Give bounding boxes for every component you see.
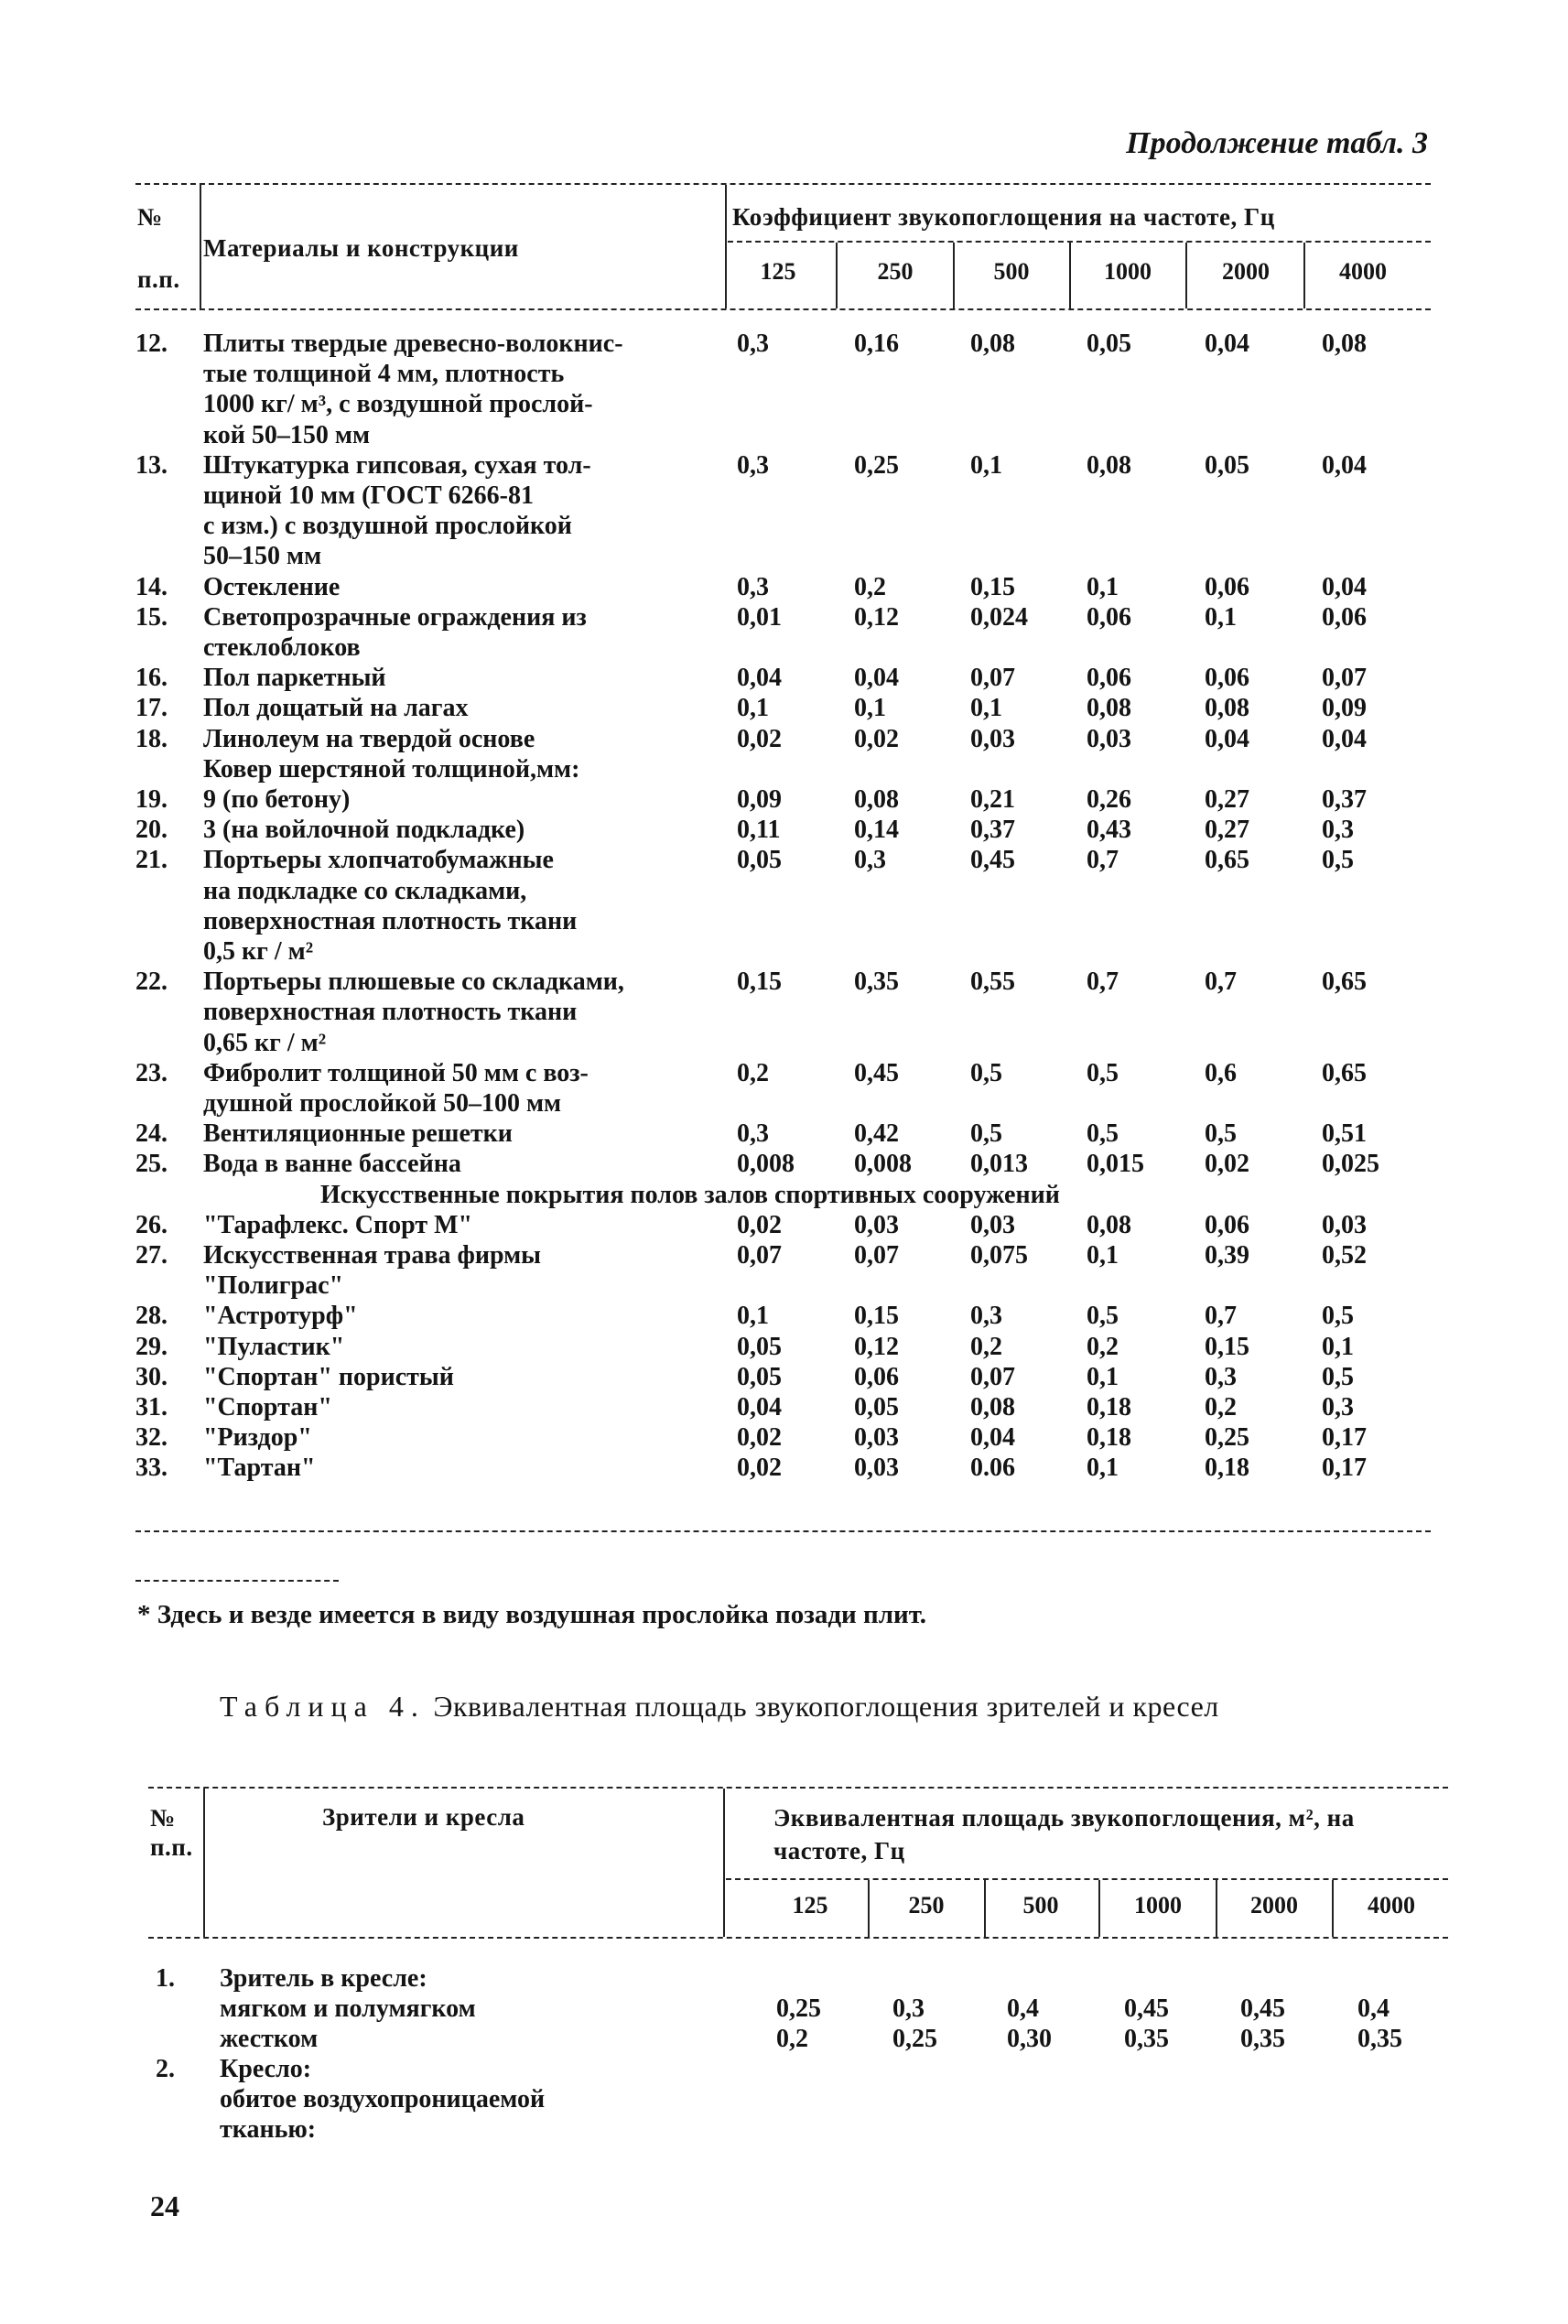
coefficient-cell: 0,09 bbox=[737, 785, 782, 814]
viewer-text: Кресло: bbox=[220, 2055, 312, 2083]
area-cell: 0,45 bbox=[1240, 1994, 1285, 2023]
coefficient-cell: 0,3 bbox=[1205, 1362, 1237, 1391]
coefficient-cell: 0,18 bbox=[1087, 1393, 1131, 1421]
material-text-line: кой 50–150 мм bbox=[203, 420, 371, 449]
coefficient-cell: 0,07 bbox=[1322, 664, 1367, 693]
coefficient-header: Коэффициент звукопоглощения на частоте, Гц bbox=[732, 203, 1275, 231]
coefficient-cell: 0,1 bbox=[1322, 1332, 1354, 1361]
coefficient-cell: 0,03 bbox=[1322, 1210, 1367, 1239]
coefficient-cell: 0,1 bbox=[737, 694, 769, 723]
coefficient-cell: 0,55 bbox=[970, 967, 1015, 997]
material-text-line: "Тартан" bbox=[203, 1454, 316, 1483]
coefficient-cell: 0,7 bbox=[1087, 846, 1119, 875]
coefficient-cell: 0,27 bbox=[1205, 785, 1249, 814]
coefficient-cell: 0,12 bbox=[854, 602, 899, 632]
coefficient-cell: 0,08 bbox=[1205, 694, 1249, 723]
coefficient-cell: 0,07 bbox=[970, 664, 1015, 693]
material-text-line: на подкладке со складками, bbox=[203, 876, 527, 905]
row-number: 33. bbox=[135, 1454, 168, 1483]
table4-title-text: Эквивалентная площадь звукопоглощения зрителей и кресел bbox=[433, 1690, 1219, 1723]
frequency-header: 1000 bbox=[1134, 1892, 1182, 1919]
frequency-header: 4000 bbox=[1368, 1892, 1415, 1919]
coefficient-cell: 0,7 bbox=[1087, 967, 1119, 997]
coefficient-cell: 0,26 bbox=[1087, 785, 1131, 814]
coefficient-cell: 0,3 bbox=[737, 572, 769, 601]
viewer-text: тканью: bbox=[220, 2115, 317, 2144]
coefficient-cell: 0,1 bbox=[1087, 1454, 1119, 1483]
coefficient-cell: 0,04 bbox=[1322, 572, 1367, 601]
row-number: 16. bbox=[135, 664, 168, 693]
material-text-line: Плиты твердые древесно-волокнис- bbox=[203, 330, 623, 358]
coefficient-cell: 0,06 bbox=[1205, 664, 1249, 693]
coefficient-cell: 0,17 bbox=[1322, 1454, 1367, 1483]
area-cell: 0,3 bbox=[892, 1994, 925, 2023]
coefficient-cell: 0,04 bbox=[737, 1393, 782, 1421]
coefficient-cell: 0,25 bbox=[1205, 1423, 1249, 1453]
material-text-line: тые толщиной 4 мм, плотность bbox=[203, 360, 565, 389]
coefficient-cell: 0,37 bbox=[970, 816, 1015, 845]
coefficient-cell: 0,008 bbox=[854, 1150, 912, 1179]
coefficient-cell: 0,16 bbox=[854, 330, 899, 358]
area-cell: 0,4 bbox=[1357, 1994, 1390, 2023]
coefficient-cell: 0,45 bbox=[970, 846, 1015, 875]
row-number: 12. bbox=[135, 330, 168, 358]
area-cell: 0,4 bbox=[1007, 1994, 1039, 2023]
coefficient-cell: 0,04 bbox=[1322, 724, 1367, 753]
coefficient-cell: 0,02 bbox=[737, 724, 782, 753]
coefficient-cell: 0,2 bbox=[1087, 1332, 1119, 1361]
coefficient-cell: 0,04 bbox=[737, 664, 782, 693]
frequency-divider bbox=[1069, 243, 1071, 308]
area-cell: 0,25 bbox=[776, 1994, 821, 2023]
viewer-text: жестком bbox=[220, 2025, 319, 2053]
row-number: 25. bbox=[135, 1150, 168, 1179]
coefficient-cell: 0,65 bbox=[1322, 967, 1367, 997]
coefficient-cell: 0,51 bbox=[1322, 1119, 1367, 1149]
frequency-header: 500 bbox=[1022, 1892, 1059, 1919]
frequency-divider bbox=[836, 243, 838, 308]
table-caption: Продолжение табл. 3 bbox=[1126, 126, 1428, 160]
coefficient-cell: 0,03 bbox=[854, 1210, 899, 1239]
coefficient-cell: 0,35 bbox=[854, 967, 899, 997]
coefficient-cell: 0,2 bbox=[737, 1058, 769, 1087]
material-text-line: поверхностная плотность ткани bbox=[203, 998, 578, 1027]
t4-viewer-header: Зрители и кресла bbox=[322, 1803, 525, 1831]
coefficient-cell: 0,06 bbox=[854, 1362, 899, 1391]
table3-divider bbox=[200, 185, 201, 308]
coefficient-cell: 0.06 bbox=[970, 1454, 1015, 1483]
row-number: 18. bbox=[135, 724, 168, 753]
table4-title bbox=[220, 1690, 1219, 1724]
coefficient-cell: 0,15 bbox=[854, 1302, 899, 1331]
coefficient-cell: 0,42 bbox=[854, 1119, 899, 1149]
material-text-line: Портьеры хлопчатобумажные bbox=[203, 846, 554, 875]
coefficient-cell: 0,02 bbox=[737, 1423, 782, 1453]
material-text-line: 50–150 мм bbox=[203, 542, 322, 571]
area-cell: 0,25 bbox=[892, 2025, 937, 2053]
coefficient-cell: 0,15 bbox=[1205, 1332, 1249, 1361]
table4-top-rule bbox=[148, 1787, 1448, 1789]
coefficient-cell: 0,7 bbox=[1205, 967, 1237, 997]
coefficient-cell: 0,2 bbox=[970, 1332, 1002, 1361]
material-text-line: Искусственная трава фирмы bbox=[203, 1241, 542, 1270]
coefficient-cell: 0,65 bbox=[1205, 846, 1249, 875]
coefficient-cell: 0,1 bbox=[1205, 602, 1237, 632]
num-header-bottom: п.п. bbox=[137, 265, 180, 293]
table3-bottom-rule bbox=[135, 1530, 1431, 1532]
coefficient-cell: 0,07 bbox=[737, 1241, 782, 1270]
coefficient-cell: 0,03 bbox=[1087, 724, 1131, 753]
coefficient-cell: 0,27 bbox=[1205, 816, 1249, 845]
coefficient-cell: 0,04 bbox=[1205, 330, 1249, 358]
coefficient-cell: 0,45 bbox=[854, 1058, 899, 1087]
material-text-line: Светопрозрачные ограждения из bbox=[203, 602, 587, 632]
coefficient-cell: 0,06 bbox=[1322, 602, 1367, 632]
table4-header-bottom bbox=[148, 1937, 1448, 1939]
coefficient-cell: 0,06 bbox=[1205, 1210, 1249, 1239]
frequency-header: 125 bbox=[792, 1892, 828, 1919]
material-text-line: Линолеум на твердой основе bbox=[203, 724, 535, 753]
table3-header-bottom bbox=[135, 308, 1431, 310]
coefficient-cell: 0,008 bbox=[737, 1150, 795, 1179]
coefficient-cell: 0,06 bbox=[1087, 602, 1131, 632]
table4-title-label: Таблица 4. bbox=[220, 1690, 426, 1723]
coefficient-cell: 0,013 bbox=[970, 1150, 1028, 1179]
row-number: 23. bbox=[135, 1058, 168, 1087]
coefficient-cell: 0,17 bbox=[1322, 1423, 1367, 1453]
coefficient-cell: 0,05 bbox=[737, 1332, 782, 1361]
coefficient-cell: 0,04 bbox=[854, 664, 899, 693]
row-number: 1. bbox=[156, 1964, 175, 1993]
material-text-line: "Спортан" bbox=[203, 1393, 332, 1421]
coefficient-cell: 0,05 bbox=[854, 1393, 899, 1421]
coefficient-cell: 0,5 bbox=[1087, 1302, 1119, 1331]
coefficient-cell: 0,21 bbox=[970, 785, 1015, 814]
coefficient-cell: 0,03 bbox=[854, 1423, 899, 1453]
coefficient-cell: 0,18 bbox=[1087, 1423, 1131, 1453]
viewer-text: Зритель в кресле: bbox=[220, 1964, 427, 1993]
frequency-header: 2000 bbox=[1250, 1892, 1298, 1919]
coefficient-cell: 0,01 bbox=[737, 602, 782, 632]
coefficient-cell: 0,5 bbox=[1087, 1058, 1119, 1087]
material-text-line: 3 (на войлочной подкладке) bbox=[203, 816, 525, 845]
row-number: 15. bbox=[135, 602, 168, 632]
area-cell: 0,45 bbox=[1124, 1994, 1169, 2023]
row-number: 30. bbox=[135, 1362, 168, 1391]
frequency-header: 2000 bbox=[1222, 258, 1270, 285]
coefficient-cell: 0,02 bbox=[854, 724, 899, 753]
coefficient-cell: 0,2 bbox=[854, 572, 886, 601]
section-heading: Искусственные покрытия полов залов спортивных сооружений bbox=[320, 1180, 1060, 1209]
coefficient-cell: 0,11 bbox=[737, 816, 781, 845]
material-text-line: Пол дощатый на лагах bbox=[203, 694, 469, 723]
coefficient-cell: 0,04 bbox=[1322, 450, 1367, 480]
coefficient-cell: 0,02 bbox=[737, 1210, 782, 1239]
coefficient-cell: 0,3 bbox=[854, 846, 886, 875]
coefficient-cell: 0,06 bbox=[1205, 572, 1249, 601]
coefficient-cell: 0,5 bbox=[1322, 1362, 1354, 1391]
coefficient-cell: 0,1 bbox=[1087, 572, 1119, 601]
coefficient-cell: 0,5 bbox=[1322, 846, 1354, 875]
coefficient-cell: 0,03 bbox=[854, 1454, 899, 1483]
coefficient-cell: 0,05 bbox=[737, 846, 782, 875]
coefficient-cell: 0,5 bbox=[1322, 1302, 1354, 1331]
coefficient-cell: 0,08 bbox=[1087, 1210, 1131, 1239]
footnote: * Здесь и везде имеется в виду воздушная прослойка позади плит. bbox=[137, 1600, 927, 1629]
coefficient-cell: 0,6 bbox=[1205, 1058, 1237, 1087]
coefficient-cell: 0,52 bbox=[1322, 1241, 1367, 1270]
coefficient-cell: 0,3 bbox=[737, 450, 769, 480]
frequency-divider bbox=[1303, 243, 1305, 308]
material-text-line: "Пуластик" bbox=[203, 1332, 345, 1361]
viewer-text: мягком и полумягком bbox=[220, 1994, 476, 2023]
material-text-line: Портьеры плюшевые со складками, bbox=[203, 967, 624, 997]
row-number: 27. bbox=[135, 1241, 168, 1270]
row-number: 26. bbox=[135, 1210, 168, 1239]
row-number: 22. bbox=[135, 967, 168, 997]
coefficient-cell: 0,43 bbox=[1087, 816, 1131, 845]
material-text-line: "Спортан" пористый bbox=[203, 1362, 454, 1391]
row-number: 17. bbox=[135, 694, 168, 723]
material-text-line: 0,5 кг / м² bbox=[203, 937, 314, 966]
area-cell: 0,35 bbox=[1240, 2025, 1285, 2053]
material-text-line: "Риздор" bbox=[203, 1423, 312, 1453]
frequency-header: 250 bbox=[908, 1892, 945, 1919]
frequency-divider bbox=[1216, 1880, 1217, 1937]
coefficient-cell: 0,05 bbox=[737, 1362, 782, 1391]
frequency-header: 1000 bbox=[1104, 258, 1152, 285]
coefficient-cell: 0,15 bbox=[970, 572, 1015, 601]
frequency-header: 250 bbox=[877, 258, 914, 285]
material-text-line: Штукатурка гипсовая, сухая тол- bbox=[203, 450, 591, 480]
material-text-line: Остекление bbox=[203, 572, 341, 601]
table4-header-split bbox=[726, 1878, 1448, 1880]
coefficient-cell: 0,1 bbox=[737, 1302, 769, 1331]
coefficient-cell: 0,03 bbox=[970, 724, 1015, 753]
coefficient-cell: 0,08 bbox=[1087, 694, 1131, 723]
coefficient-cell: 0,3 bbox=[970, 1302, 1002, 1331]
area-cell: 0,35 bbox=[1124, 2025, 1169, 2053]
coefficient-cell: 0,5 bbox=[970, 1058, 1002, 1087]
coefficient-cell: 0,7 bbox=[1205, 1302, 1237, 1331]
material-text-line: "Тарафлекс. Спорт М" bbox=[203, 1210, 473, 1239]
coefficient-cell: 0,04 bbox=[1205, 724, 1249, 753]
coefficient-cell: 0,1 bbox=[970, 694, 1002, 723]
coefficient-cell: 0,1 bbox=[1087, 1241, 1119, 1270]
row-number: 29. bbox=[135, 1332, 168, 1361]
coefficient-cell: 0,03 bbox=[970, 1210, 1015, 1239]
coefficient-cell: 0,015 bbox=[1087, 1150, 1144, 1179]
material-text-line: Вентиляционные решетки bbox=[203, 1119, 513, 1149]
coefficient-cell: 0,09 bbox=[1322, 694, 1367, 723]
row-number: 31. bbox=[135, 1393, 168, 1421]
material-text-line: стеклоблоков bbox=[203, 633, 361, 662]
coefficient-cell: 0,08 bbox=[970, 1393, 1015, 1421]
coefficient-cell: 0,3 bbox=[737, 330, 769, 358]
page-number: 24 bbox=[150, 2189, 179, 2222]
coefficient-cell: 0,1 bbox=[970, 450, 1002, 480]
table4-divider bbox=[203, 1789, 205, 1937]
area-cell: 0,2 bbox=[776, 2025, 808, 2053]
material-text-line: поверхностная плотность ткани bbox=[203, 906, 578, 935]
row-number: 28. bbox=[135, 1302, 168, 1331]
material-text-line: "Полиграс" bbox=[203, 1271, 344, 1301]
coefficient-cell: 0,2 bbox=[1205, 1393, 1237, 1421]
material-text-line: "Астротурф" bbox=[203, 1302, 358, 1331]
coefficient-cell: 0,3 bbox=[737, 1119, 769, 1149]
frequency-header: 4000 bbox=[1339, 258, 1387, 285]
row-number: 32. bbox=[135, 1423, 168, 1453]
coefficient-cell: 0,05 bbox=[1087, 330, 1131, 358]
coefficient-cell: 0,07 bbox=[970, 1362, 1015, 1391]
material-text-line: Ковер шерстяной толщиной,мм: bbox=[203, 754, 580, 784]
coefficient-cell: 0,5 bbox=[1087, 1119, 1119, 1149]
frequency-divider bbox=[1185, 243, 1187, 308]
coefficient-cell: 0,06 bbox=[1087, 664, 1131, 693]
coefficient-cell: 0,02 bbox=[737, 1454, 782, 1483]
area-cell: 0,35 bbox=[1357, 2025, 1402, 2053]
coefficient-cell: 0,14 bbox=[854, 816, 899, 845]
footnote-rule bbox=[135, 1580, 339, 1582]
frequency-header: 500 bbox=[993, 258, 1030, 285]
coefficient-cell: 0,15 bbox=[737, 967, 782, 997]
material-text-line: Фибролит толщиной 50 мм с воз- bbox=[203, 1058, 589, 1087]
coefficient-cell: 0,25 bbox=[854, 450, 899, 480]
material-text-line: 9 (по бетону) bbox=[203, 785, 351, 814]
coefficient-cell: 0,18 bbox=[1205, 1454, 1249, 1483]
coefficient-cell: 0,12 bbox=[854, 1332, 899, 1361]
coefficient-cell: 0,04 bbox=[970, 1423, 1015, 1453]
row-number: 24. bbox=[135, 1119, 168, 1149]
viewer-text: обитое воздухопроницаемой bbox=[220, 2085, 546, 2113]
num-header-top: № bbox=[137, 203, 163, 231]
coefficient-cell: 0,1 bbox=[854, 694, 886, 723]
frequency-header: 125 bbox=[760, 258, 796, 285]
coefficient-cell: 0,075 bbox=[970, 1241, 1028, 1270]
t4-num-header: № п.п. bbox=[150, 1804, 193, 1861]
coefficient-cell: 0,024 bbox=[970, 602, 1028, 632]
coefficient-cell: 0,5 bbox=[1205, 1119, 1237, 1149]
material-text-line: Вода в ванне бассейна bbox=[203, 1150, 461, 1179]
t4-area-header: Эквивалентная площадь звукопоглощения, м², на частоте, Гц bbox=[773, 1804, 1355, 1865]
frequency-divider bbox=[984, 1880, 986, 1937]
coefficient-cell: 0,025 bbox=[1322, 1150, 1379, 1179]
row-number: 2. bbox=[156, 2055, 175, 2083]
coefficient-cell: 0,07 bbox=[854, 1241, 899, 1270]
row-number: 20. bbox=[135, 816, 168, 845]
coefficient-cell: 0,3 bbox=[1322, 1393, 1354, 1421]
frequency-divider bbox=[1098, 1880, 1100, 1937]
coefficient-cell: 0,3 bbox=[1322, 816, 1354, 845]
coefficient-cell: 0,08 bbox=[970, 330, 1015, 358]
table4-divider bbox=[723, 1789, 725, 1937]
row-number: 21. bbox=[135, 846, 168, 875]
material-text-line: 0,65 кг / м² bbox=[203, 1028, 327, 1057]
coefficient-cell: 0,08 bbox=[854, 785, 899, 814]
material-text-line: щиной 10 мм (ГОСТ 6266-81 bbox=[203, 481, 534, 510]
coefficient-cell: 0,05 bbox=[1205, 450, 1249, 480]
coefficient-cell: 0,1 bbox=[1087, 1362, 1119, 1391]
coefficient-cell: 0,08 bbox=[1087, 450, 1131, 480]
material-text-line: Пол паркетный bbox=[203, 664, 386, 693]
coefficient-cell: 0,08 bbox=[1322, 330, 1367, 358]
row-number: 19. bbox=[135, 785, 168, 814]
coefficient-cell: 0,39 bbox=[1205, 1241, 1249, 1270]
coefficient-cell: 0,5 bbox=[970, 1119, 1002, 1149]
coefficient-cell: 0,65 bbox=[1322, 1058, 1367, 1087]
row-number: 14. bbox=[135, 572, 168, 601]
frequency-divider bbox=[1332, 1880, 1334, 1937]
table3-divider bbox=[725, 185, 727, 308]
frequency-divider bbox=[953, 243, 955, 308]
material-text-line: 1000 кг/ м³, с воздушной прослой- bbox=[203, 390, 593, 419]
coefficient-cell: 0,02 bbox=[1205, 1150, 1249, 1179]
material-text-line: с изм.) с воздушной прослойкой bbox=[203, 512, 572, 541]
frequency-divider bbox=[868, 1880, 870, 1937]
row-number: 13. bbox=[135, 450, 168, 480]
table3-header-split bbox=[728, 241, 1431, 243]
coefficient-cell: 0,37 bbox=[1322, 785, 1367, 814]
area-cell: 0,30 bbox=[1007, 2025, 1052, 2053]
material-text-line: душной прослойкой 50–100 мм bbox=[203, 1089, 562, 1118]
table3-top-rule bbox=[135, 183, 1431, 185]
material-header: Материалы и конструкции bbox=[203, 234, 519, 262]
